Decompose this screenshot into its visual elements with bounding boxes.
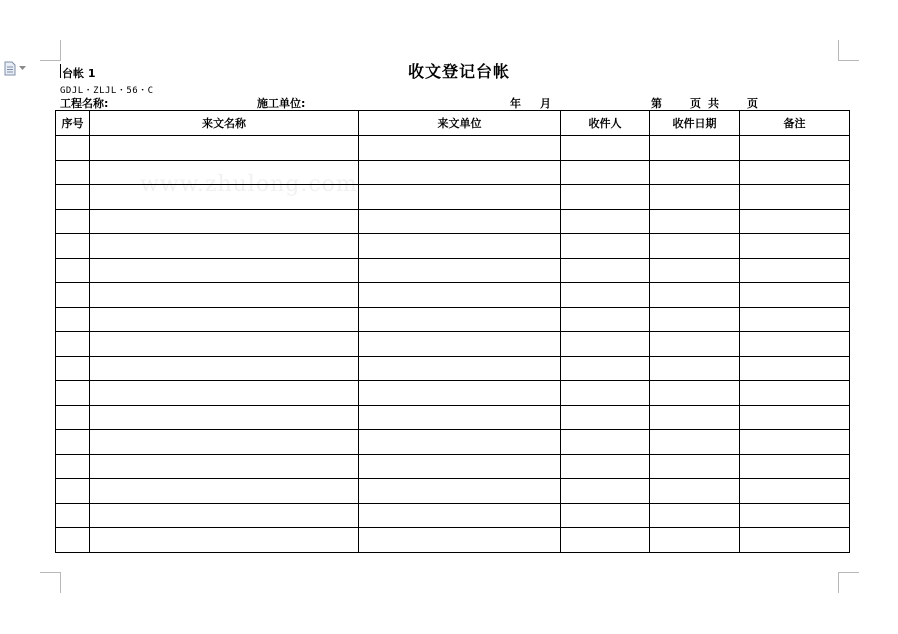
watermark: www.zhulong.com: [140, 172, 358, 197]
table-cell-recipient[interactable]: [561, 528, 650, 553]
table-cell-received-date[interactable]: [650, 136, 740, 161]
table-cell-received-date[interactable]: [650, 503, 740, 528]
table-cell-recipient[interactable]: [561, 136, 650, 161]
table-cell-sender-unit[interactable]: [359, 381, 561, 406]
table-cell-remarks[interactable]: [740, 405, 850, 430]
table-cell-recipient[interactable]: [561, 283, 650, 308]
page-margin-corner-top-right: [838, 40, 859, 61]
table-cell-recipient[interactable]: [561, 234, 650, 259]
table-cell-serial[interactable]: [56, 356, 90, 381]
table-cell-remarks[interactable]: [740, 528, 850, 553]
table-cell-serial[interactable]: [56, 209, 90, 234]
column-header-received-date: 收件日期: [650, 111, 740, 136]
table-cell-document-name[interactable]: [90, 209, 359, 234]
table-cell-sender-unit[interactable]: [359, 528, 561, 553]
table-cell-sender-unit[interactable]: [359, 160, 561, 185]
table-cell-remarks[interactable]: [740, 356, 850, 381]
table-cell-recipient[interactable]: [561, 503, 650, 528]
column-header-serial: 序号: [56, 111, 90, 136]
table-cell-document-name[interactable]: [90, 258, 359, 283]
page-margin-corner-bottom-left: [40, 572, 61, 593]
table-cell-received-date[interactable]: [650, 307, 740, 332]
table-cell-remarks[interactable]: [740, 454, 850, 479]
table-cell-sender-unit[interactable]: [359, 307, 561, 332]
table-cell-sender-unit[interactable]: [359, 479, 561, 504]
table-cell-document-name[interactable]: [90, 234, 359, 259]
ledger-body: [56, 136, 850, 553]
table-cell-document-name[interactable]: [90, 307, 359, 332]
table-cell-received-date[interactable]: [650, 283, 740, 308]
table-cell-recipient[interactable]: [561, 160, 650, 185]
table-cell-serial[interactable]: [56, 528, 90, 553]
table-cell-remarks[interactable]: [740, 136, 850, 161]
table-cell-sender-unit[interactable]: [359, 405, 561, 430]
table-cell-document-name[interactable]: [90, 381, 359, 406]
column-header-sender-unit: 来文单位: [359, 111, 561, 136]
table-cell-document-name[interactable]: [90, 454, 359, 479]
table-row: [56, 405, 850, 430]
table-cell-recipient[interactable]: [561, 332, 650, 357]
table-cell-sender-unit[interactable]: [359, 185, 561, 210]
table-cell-remarks[interactable]: [740, 307, 850, 332]
table-cell-received-date[interactable]: [650, 405, 740, 430]
page-title: 收文登记台帐: [407, 62, 510, 81]
table-cell-document-name[interactable]: [90, 332, 359, 357]
table-cell-serial[interactable]: [56, 307, 90, 332]
table-row: [56, 185, 850, 210]
table-row: [56, 356, 850, 381]
table-cell-sender-unit[interactable]: [359, 454, 561, 479]
table-row: [56, 209, 850, 234]
project-name-label: 工程名称:: [60, 97, 109, 110]
table-cell-serial[interactable]: [56, 381, 90, 406]
table-cell-document-name[interactable]: [90, 430, 359, 455]
table-row: [56, 381, 850, 406]
table-cell-recipient[interactable]: [561, 356, 650, 381]
table-header-row: [56, 111, 850, 136]
table-cell-sender-unit[interactable]: [359, 258, 561, 283]
form-id: 台帐 1: [62, 67, 96, 80]
table-cell-serial[interactable]: [56, 136, 90, 161]
construction-unit-label: 施工单位:: [257, 97, 306, 110]
table-cell-recipient[interactable]: [561, 307, 650, 332]
table-cell-serial[interactable]: [56, 405, 90, 430]
table-cell-received-date[interactable]: [650, 160, 740, 185]
table-cell-sender-unit[interactable]: [359, 136, 561, 161]
table-cell-received-date[interactable]: [650, 234, 740, 259]
table-cell-remarks[interactable]: [740, 185, 850, 210]
table-cell-document-name[interactable]: [90, 405, 359, 430]
table-cell-document-name[interactable]: [90, 185, 359, 210]
table-cell-recipient[interactable]: [561, 479, 650, 504]
table-cell-serial[interactable]: [56, 503, 90, 528]
table-cell-received-date[interactable]: [650, 454, 740, 479]
table-cell-serial[interactable]: [56, 160, 90, 185]
table-row: [56, 528, 850, 553]
column-header-remarks: 备注: [740, 111, 850, 136]
table-cell-recipient[interactable]: [561, 454, 650, 479]
table-cell-remarks[interactable]: [740, 234, 850, 259]
table-cell-document-name[interactable]: [90, 528, 359, 553]
table-cell-recipient[interactable]: [561, 209, 650, 234]
table-cell-sender-unit[interactable]: [359, 283, 561, 308]
page-margin-corner-bottom-right: [838, 572, 859, 593]
page-margin-corner-top-left: [40, 40, 61, 61]
table-cell-remarks[interactable]: [740, 283, 850, 308]
table-cell-remarks[interactable]: [740, 332, 850, 357]
table-cell-document-name[interactable]: [90, 283, 359, 308]
table-row: [56, 283, 850, 308]
table-cell-document-name[interactable]: [90, 356, 359, 381]
table-cell-serial[interactable]: [56, 430, 90, 455]
table-cell-received-date[interactable]: [650, 258, 740, 283]
table-cell-received-date[interactable]: [650, 528, 740, 553]
table-row: [56, 332, 850, 357]
table-row: [56, 307, 850, 332]
form-code: GDJL・ZLJL・56・C: [60, 86, 154, 96]
table-cell-received-date[interactable]: [650, 209, 740, 234]
table-cell-received-date[interactable]: [650, 356, 740, 381]
table-cell-received-date[interactable]: [650, 430, 740, 455]
table-cell-recipient[interactable]: [561, 185, 650, 210]
table-cell-serial[interactable]: [56, 332, 90, 357]
table-row: [56, 430, 850, 455]
table-cell-sender-unit[interactable]: [359, 430, 561, 455]
table-row: [56, 136, 850, 161]
table-cell-serial[interactable]: [56, 283, 90, 308]
year-label: 年: [510, 97, 521, 110]
table-cell-remarks[interactable]: [740, 479, 850, 504]
table-cell-remarks[interactable]: [740, 258, 850, 283]
table-cell-document-name[interactable]: [90, 136, 359, 161]
table-cell-remarks[interactable]: [740, 381, 850, 406]
page-total-prefix: 共: [708, 97, 719, 110]
table-cell-sender-unit[interactable]: [359, 209, 561, 234]
table-cell-remarks[interactable]: [740, 430, 850, 455]
table-cell-document-name[interactable]: [90, 160, 359, 185]
table-cell-recipient[interactable]: [561, 381, 650, 406]
table-row: [56, 503, 850, 528]
table-row: [56, 454, 850, 479]
table-cell-remarks[interactable]: [740, 160, 850, 185]
table-row: [56, 234, 850, 259]
table-cell-received-date[interactable]: [650, 381, 740, 406]
column-header-document-name: 来文名称: [90, 111, 359, 136]
table-cell-sender-unit[interactable]: [359, 234, 561, 259]
table-cell-recipient[interactable]: [561, 258, 650, 283]
table-cell-serial[interactable]: [56, 185, 90, 210]
table-cell-received-date[interactable]: [650, 479, 740, 504]
page-number-prefix: 第: [651, 97, 662, 110]
table-cell-sender-unit[interactable]: [359, 356, 561, 381]
page-total-suffix: 页: [747, 97, 758, 110]
table-cell-recipient[interactable]: [561, 430, 650, 455]
table-cell-received-date[interactable]: [650, 332, 740, 357]
table-cell-document-name[interactable]: [90, 503, 359, 528]
page-number-suffix: 页: [690, 97, 701, 110]
column-header-recipient: 收件人: [561, 111, 650, 136]
table-cell-remarks[interactable]: [740, 209, 850, 234]
table-cell-serial[interactable]: [56, 234, 90, 259]
table-cell-recipient[interactable]: [561, 405, 650, 430]
table-cell-remarks[interactable]: [740, 503, 850, 528]
table-row: [56, 258, 850, 283]
table-cell-sender-unit[interactable]: [359, 332, 561, 357]
table-cell-sender-unit[interactable]: [359, 503, 561, 528]
table-cell-document-name[interactable]: [90, 479, 359, 504]
table-row: [56, 479, 850, 504]
table-cell-received-date[interactable]: [650, 185, 740, 210]
table-cell-serial[interactable]: [56, 479, 90, 504]
ledger-table: [55, 110, 850, 553]
month-label: 月: [540, 97, 551, 110]
table-cell-serial[interactable]: [56, 258, 90, 283]
table-row: [56, 160, 850, 185]
table-cell-serial[interactable]: [56, 454, 90, 479]
